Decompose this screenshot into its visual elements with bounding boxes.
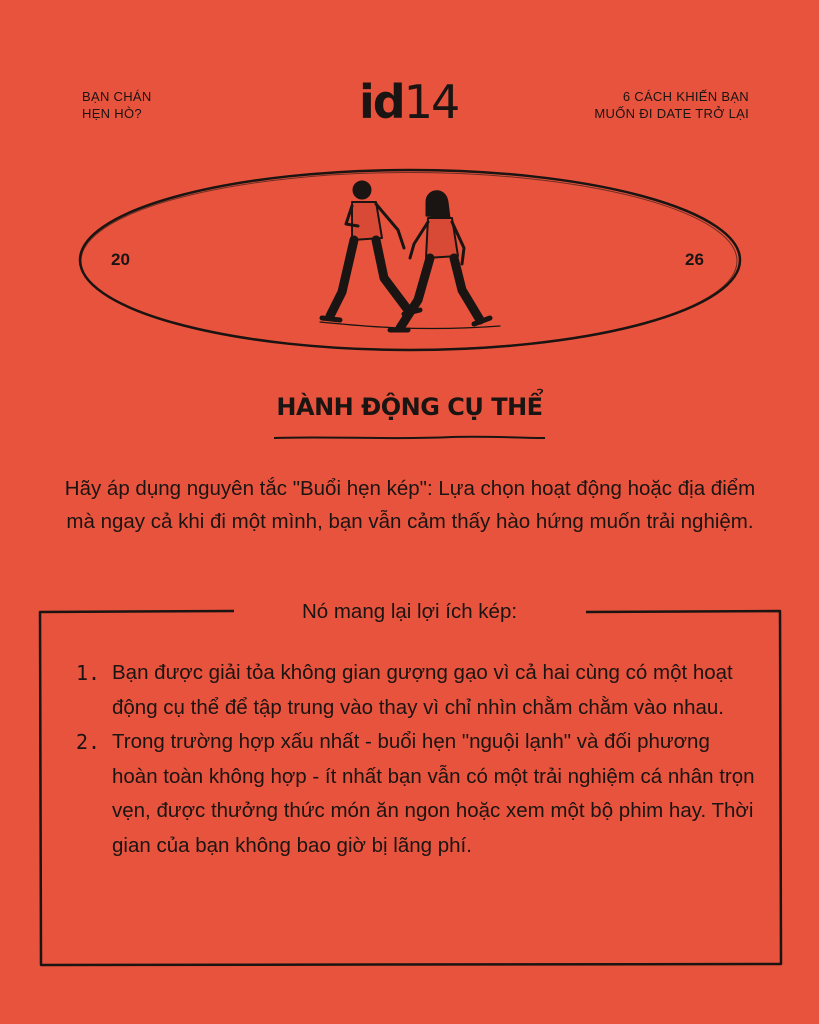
list-item-text: Bạn được giải tỏa không gian gượng gạo vì cả hai cùng có một hoạt động cụ thể để tập trung vào thay vì chỉ nhìn chằm chằm vào nhau. xyxy=(112,661,733,719)
benefits-title: Nó mang lại lợi ích kép: xyxy=(301,600,518,623)
logo-light-part: 14 xyxy=(403,75,459,129)
list-item xyxy=(76,725,756,863)
intro-paragraph: Hãy áp dụng nguyên tắc "Buổi hẹn kép": Lựa chọn hoạt động hoặc địa điểm mà ngay cả khi đi một mình, bạn vẫn cảm thấy hào hứng muốn trải nghiệm. xyxy=(64,477,756,533)
series-tag-line1: BẠN CHÁN xyxy=(82,89,152,104)
section-heading: HÀNH ĐỘNG CỤ THỂ xyxy=(276,393,543,421)
series-tag-line2: HẸN HÒ? xyxy=(82,106,142,121)
hero-ellipse xyxy=(80,170,740,350)
article-title-line2: MUỐN ĐI DATE TRỞ LẠI xyxy=(594,106,749,121)
brand-logo xyxy=(359,75,459,129)
year-left: 20 xyxy=(111,250,130,269)
walking-couple-icon xyxy=(320,181,500,330)
year-right: 26 xyxy=(685,250,704,269)
list-item-number: 1. xyxy=(76,661,101,685)
list-item-number: 2. xyxy=(76,730,101,754)
list-item xyxy=(76,656,756,725)
hero-ellipse-sketch xyxy=(81,173,737,350)
heading-underline xyxy=(272,432,547,444)
article-title xyxy=(594,88,749,122)
series-tag xyxy=(82,88,152,122)
article-title-line1: 6 CÁCH KHIẾN BẠN xyxy=(622,89,749,104)
list-item-text: Trong trường hợp xấu nhất - buổi hẹn "nguội lạnh" và đối phương hoàn toàn không hợp - ít nhất bạn vẫn có một trải nghiệm cá nhân trọn vẹn, được thưởng thức món ăn ngon hoặc xem một bộ phim hay. Thời gian của bạn không bao giờ bị lãng phí. xyxy=(112,730,755,857)
logo-bold-part: id xyxy=(359,75,404,129)
benefits-list xyxy=(76,656,756,863)
